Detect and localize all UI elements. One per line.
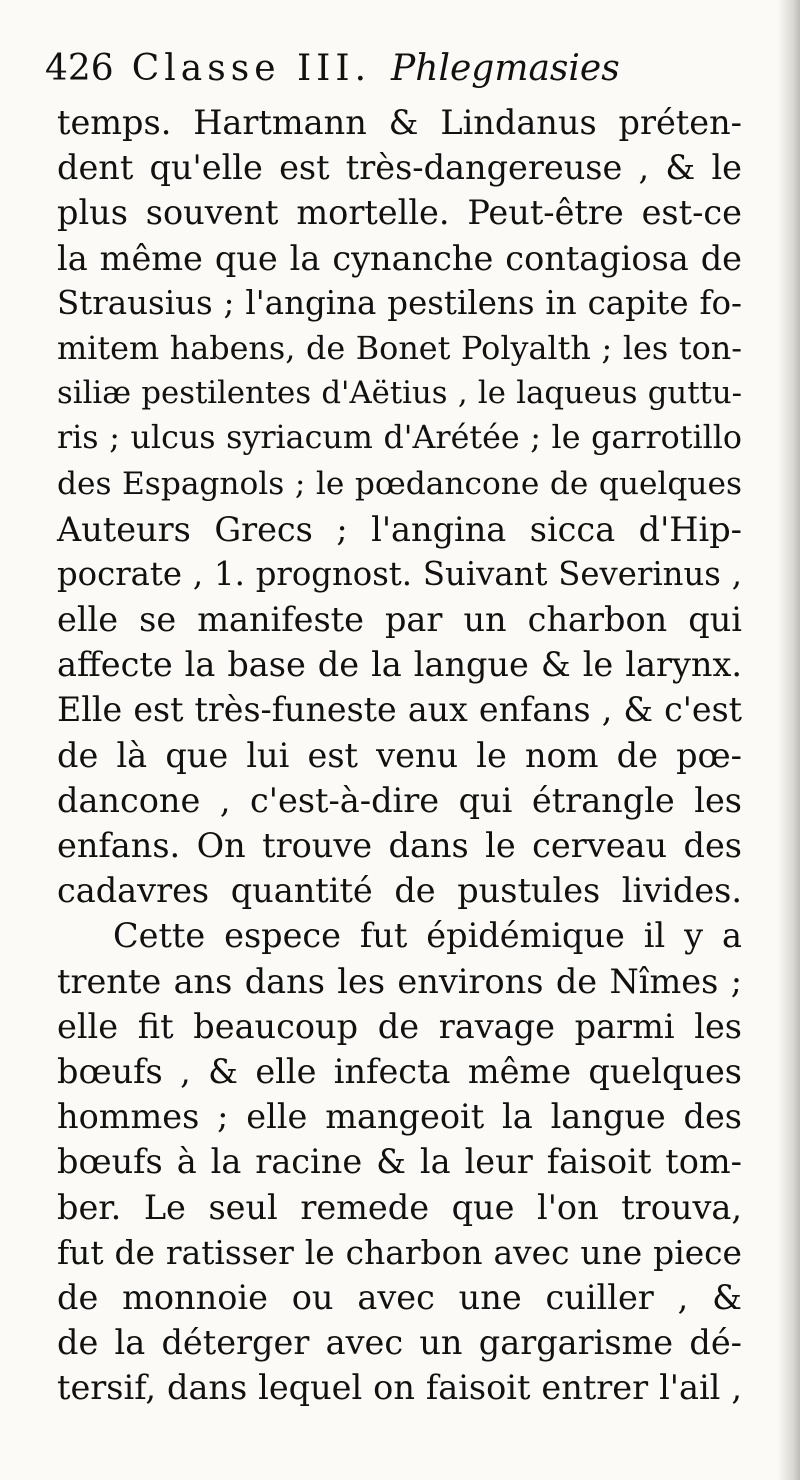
paragraph-first-line: Cette espece fut épidémique il y a (113, 916, 742, 956)
text-line: mitem habens, de Bonet Polyalth ; les ton- (57, 328, 742, 367)
running-header (45, 46, 620, 92)
page-number: 426 (45, 48, 114, 89)
text-line: la même que la cynanche contagiosa de (57, 238, 742, 278)
text-line: temps. Hartmann & Lindanus préten- (57, 103, 742, 142)
text-line: dent qu'elle est très-dangereuse , & le (57, 148, 742, 188)
text-line: bœufs , & elle infecta même quelques (57, 1051, 742, 1091)
text-line: trente ans dans les environs de Nîmes ; (57, 961, 742, 1001)
text-line: dancone , c'est-à-dire qui étrangle les (57, 780, 742, 820)
text-line: elle fit beaucoup de ravage parmi les (57, 1006, 742, 1046)
text-line: elle se manifeste par un charbon qui (57, 600, 742, 640)
text-line: fut de ratisser le charbon avec une piece (57, 1232, 742, 1272)
text-line: Auteurs Grecs ; l'angina sicca d'Hip- (57, 509, 742, 549)
text-line: de là que lui est venu le nom de pœ- (57, 735, 742, 775)
page-edge-shadow (778, 0, 800, 1480)
text-line: plus souvent mortelle. Peut-être est-ce (57, 193, 742, 233)
text-line: tersif, dans lequel on faisoit entrer l'ail , (57, 1368, 742, 1408)
text-line: de la déterger avec un gargarisme dé- (57, 1323, 742, 1363)
text-line: affecte la base de la langue & le larynx. (57, 645, 742, 685)
text-line: siliæ pestilentes d'Aëtius , le laqueus guttu- (57, 376, 742, 412)
text-line: cadavres quantité de pustules livides. (57, 871, 742, 911)
text-line: Strausius ; l'angina pestilens in capite fo- (57, 283, 742, 322)
text-line: des Espagnols ; le pœdancone de quelques (57, 465, 742, 502)
text-line: enfans. On trouve dans le cerveau des (57, 826, 742, 865)
text-line: bœufs à la racine & la leur faisoit tom- (57, 1142, 742, 1182)
text-line: ber. Le seul remede que l'on trouva, (57, 1187, 742, 1227)
class-heading: Classe III. (131, 48, 372, 89)
subject-heading: Phlegmasies (391, 48, 620, 89)
text-line: de monnoie ou avec une cuiller , & (57, 1277, 742, 1317)
page-body (57, 100, 742, 1410)
text-line: pocrate , 1. prognost. Suivant Severinus , (57, 554, 742, 593)
text-line: ris ; ulcus syriacum d'Arétée ; le garrotillo (57, 420, 742, 457)
text-line: Elle est très-funeste aux enfans , & c'est (57, 690, 742, 730)
text-line: hommes ; elle mangeoit la langue des (57, 1097, 742, 1137)
